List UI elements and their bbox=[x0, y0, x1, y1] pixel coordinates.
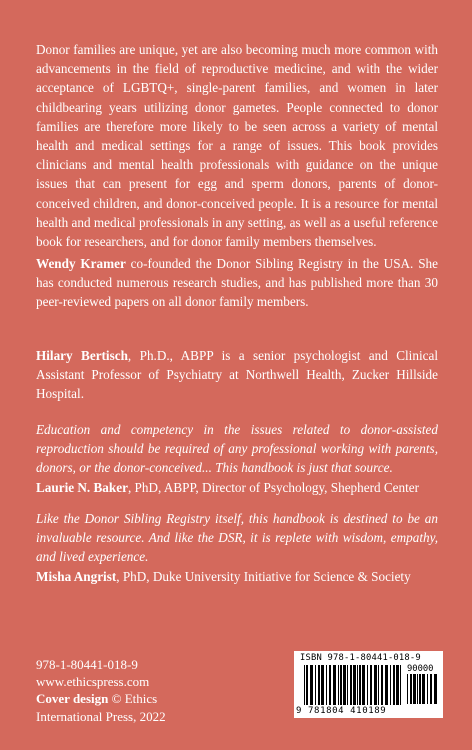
barcode-bar bbox=[417, 674, 418, 704]
barcode-bar bbox=[306, 665, 308, 705]
endorser-name: Misha Angrist bbox=[36, 568, 117, 584]
barcode-bar bbox=[326, 665, 327, 705]
endorser-affiliation: , PhD, Duke University Initiative for Science & Society bbox=[116, 568, 411, 584]
publisher-line: International Press, 2022 bbox=[36, 708, 166, 724]
barcode-bar bbox=[347, 665, 348, 705]
barcode-bar bbox=[333, 665, 336, 705]
barcode-bar bbox=[350, 665, 352, 705]
website-link[interactable]: www.ethicspress.com bbox=[36, 674, 150, 690]
endorsement-attribution bbox=[36, 478, 438, 497]
endorsement-attribution bbox=[36, 567, 438, 586]
barcode-bar bbox=[385, 665, 388, 705]
price-barcode-bars bbox=[407, 674, 437, 704]
barcode-bar bbox=[407, 674, 408, 704]
barcode-digits: 9 781804 410189 bbox=[296, 706, 387, 716]
barcode-bar bbox=[329, 665, 331, 705]
barcode-bar bbox=[315, 665, 316, 705]
barcode-bar bbox=[400, 665, 401, 705]
isbn-text: 978-1-80441-018-9 bbox=[36, 657, 138, 672]
endorsement-quote: Like the Donor Sibling Registry itself, this handbook is destined to be an invaluable resource. And like the DSR, it is replete with wisdom, empathy, and lived experience. bbox=[36, 511, 438, 565]
barcode-bar bbox=[338, 665, 339, 705]
barcode-bar bbox=[374, 665, 377, 705]
endorser-name: Laurie N. Baker bbox=[36, 479, 128, 495]
author-name: Hilary Bertisch bbox=[36, 348, 128, 363]
barcode-bar bbox=[318, 665, 320, 705]
barcode-bar bbox=[378, 665, 379, 705]
author-bio-bertisch bbox=[36, 346, 438, 404]
endorsement-quote: Education and competency in the issues related to donor-assisted reproduction should be required of any professional working with parents, donors, or the donor-conceived... This handbook is just that source. bbox=[36, 422, 438, 476]
barcode-bar bbox=[410, 674, 412, 704]
barcode-bar bbox=[304, 665, 305, 705]
barcode-bar bbox=[390, 665, 391, 705]
cover-credit-label: Cover design bbox=[36, 691, 109, 707]
barcode-bar bbox=[359, 665, 361, 705]
barcode-bar bbox=[340, 665, 342, 705]
barcode-bar bbox=[422, 674, 425, 704]
endorsement-baker bbox=[36, 420, 438, 497]
barcode-bar bbox=[427, 674, 428, 704]
author-bio-text: , Ph.D., ABPP is a senior psychologist and Clinical Assistant Professor of Psychiatry at Northwell Health, Zucker Hillside Hospital. bbox=[36, 348, 438, 402]
barcode-bar bbox=[413, 674, 416, 704]
barcode-bar bbox=[396, 665, 399, 705]
barcode-bar bbox=[321, 665, 324, 705]
cover-credit-text: © Ethics bbox=[108, 691, 158, 707]
barcode-bar bbox=[310, 665, 313, 705]
barcode-bar bbox=[430, 674, 432, 704]
barcode-bar bbox=[367, 665, 368, 705]
barcode-bar bbox=[343, 665, 346, 705]
barcode-bar bbox=[381, 665, 383, 705]
ean-barcode-bars bbox=[304, 665, 402, 705]
book-description: Donor families are unique, yet are also becoming much more common with advancements in the field of reproductive medicine, and with the wider acceptance of LGBTQ+, single-parent families, and women in later childbearing years utilizing donor gametes. People connected to donor families are therefore more likely to be seen across a variety of mental health and medical settings for a range of issues. This book provides clinicians and mental health professionals with guidance on the unique issues that can present for egg and sperm donors, parents of donor-conceived children, and donor-conceived people. It is a resource for mental health and medical professionals in any setting, as well as a useful reference book for researchers, and for donor family members themselves. bbox=[36, 42, 438, 250]
barcode-price-code: 90000 bbox=[407, 664, 434, 674]
isbn-barcode bbox=[294, 651, 443, 718]
endorsement-angrist bbox=[36, 509, 438, 586]
endorser-affiliation: , PhD, ABPP, Director of Psychology, Shepherd Center bbox=[127, 479, 420, 495]
barcode-bar bbox=[393, 665, 395, 705]
publisher-info bbox=[36, 656, 166, 725]
barcode-bar bbox=[362, 665, 365, 705]
author-name: Wendy Kramer bbox=[36, 256, 126, 271]
author-bio-text: co-founded the Donor Sibling Registry in the USA. She has conducted numerous research studies, and has published more than 30 peer-reviewed papers on all donor family members. bbox=[36, 256, 438, 310]
barcode-bar bbox=[434, 674, 437, 704]
author-bio-kramer bbox=[36, 254, 438, 312]
barcode-bar bbox=[419, 674, 421, 704]
barcode-bar bbox=[370, 665, 372, 705]
cover-credit bbox=[36, 690, 166, 707]
barcode-bar bbox=[353, 665, 356, 705]
barcode-isbn-label: ISBN 978-1-80441-018-9 bbox=[300, 653, 421, 663]
barcode-bar bbox=[357, 665, 358, 705]
